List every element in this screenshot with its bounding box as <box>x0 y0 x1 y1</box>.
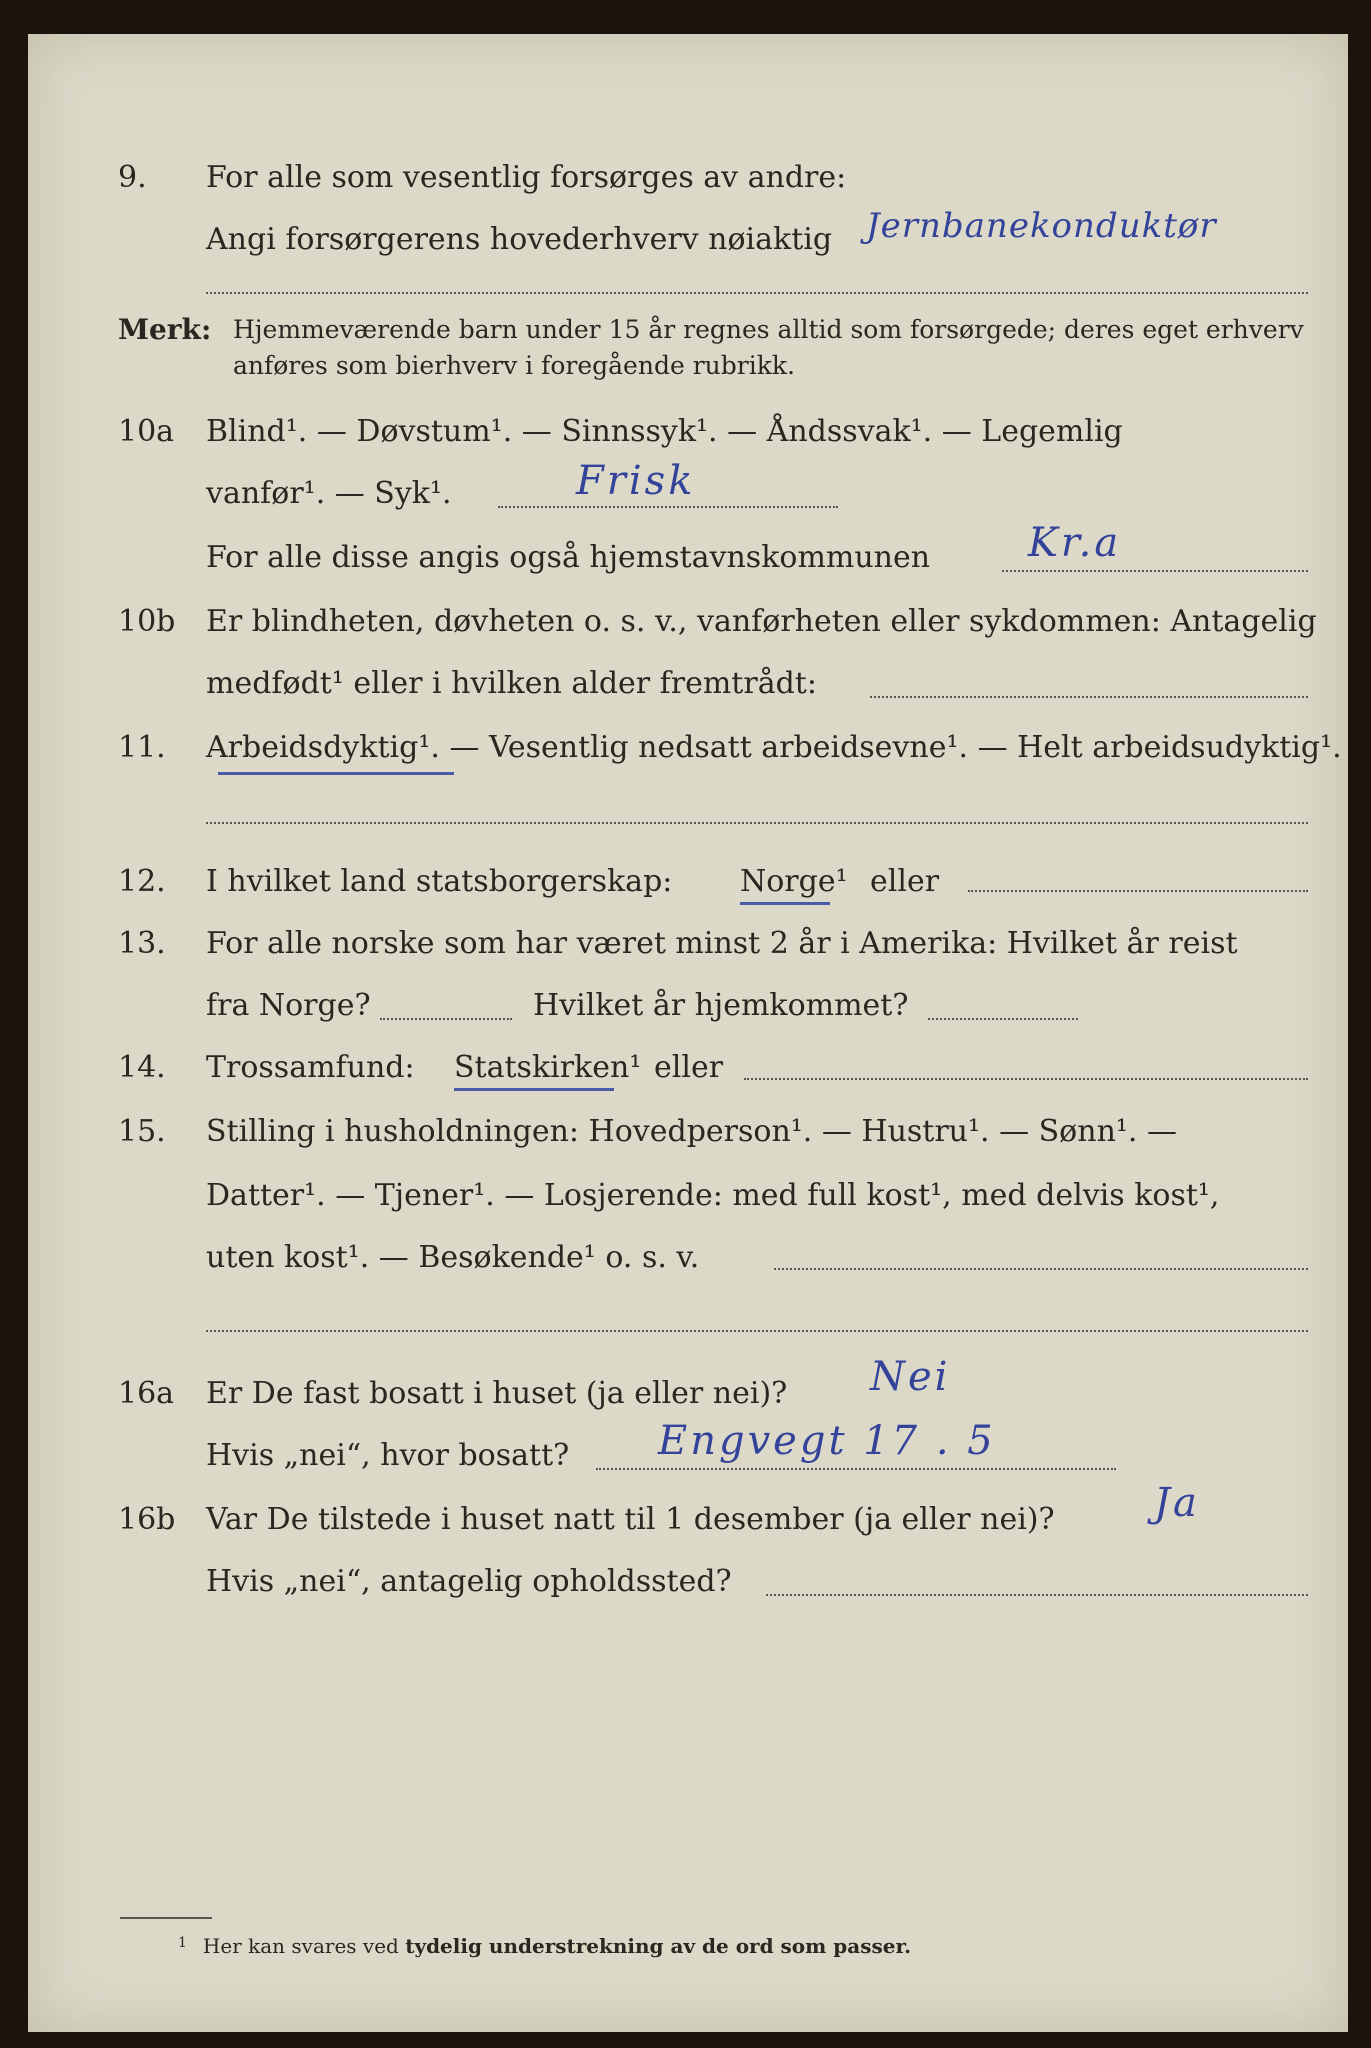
q13-line-1: For alle norske som har været minst 2 år i Amerika: Hvilket år reist <box>206 926 1238 961</box>
q15-line-3: uten kost¹. — Besøkende¹ o. s. v. <box>206 1240 700 1275</box>
q13-hjemkommet-blank <box>928 1018 1078 1020</box>
q10b-row-2 <box>28 660 1348 708</box>
footnote <box>178 1934 911 1958</box>
q10b-line-1: Er blindheten, døvheten o. s. v., vanførheten eller sykdommen: Antagelig <box>206 604 1317 639</box>
q9-answer-handwritten: Jernbanekonduktør <box>866 206 1217 246</box>
q15-number: 15. <box>118 1114 166 1149</box>
q14-text-b: Statskirken¹ <box>454 1050 642 1085</box>
merk-label: Merk: <box>118 313 212 346</box>
q16b-answer-1-handwritten: Ja <box>1154 1480 1200 1526</box>
merk-line-2: anføres som bierhverv i foregående rubrikk. <box>233 351 795 380</box>
q15-blank <box>774 1268 1308 1270</box>
q11-row-1 <box>28 724 1348 772</box>
q10b-line-2: medfødt¹ eller i hvilken alder fremtrådt: <box>206 666 817 701</box>
q16a-line-1: Er De fast bosatt i huset (ja eller nei)? <box>206 1376 788 1411</box>
q16a-number: 16a <box>118 1376 175 1411</box>
q16b-line-1: Var De tilstede i huset natt til 1 desember (ja eller nei)? <box>206 1502 1055 1537</box>
q15-line-1: Stilling i husholdningen: Hovedperson¹. — Hustru¹. — Sønn¹. — <box>206 1114 1177 1149</box>
q10a-syk-answer-handwritten: Frisk <box>576 458 696 504</box>
q13-number: 13. <box>118 926 166 961</box>
q14-text-a: Trossamfund: <box>206 1050 415 1085</box>
q12-number: 12. <box>118 864 166 899</box>
q11-number: 11. <box>118 730 166 765</box>
q10a-kommune-blank <box>1002 570 1308 572</box>
q14-number: 14. <box>118 1050 166 1085</box>
q14-blank <box>744 1078 1308 1080</box>
q9-number: 9. <box>118 160 147 195</box>
footnote-rule <box>120 1917 212 1919</box>
q12-text-c: eller <box>870 864 940 899</box>
q15-row-2 <box>28 1172 1348 1220</box>
q10b-row-1 <box>28 598 1348 646</box>
q16a-answer-1-handwritten: Nei <box>870 1354 951 1400</box>
q11-line-1: Arbeidsdyktig¹. — Vesentlig nedsatt arbeidsevne¹. — Helt arbeidsudyktig¹. <box>206 730 1342 765</box>
q16a-bosatt-blank <box>596 1468 1116 1470</box>
merk-row-2 <box>28 342 1348 390</box>
q9-line-1: For alle som vesentlig forsørges av andre: <box>206 160 847 195</box>
q10b-blank <box>870 696 1308 698</box>
q10a-row-3 <box>28 534 1348 582</box>
q12-handwritten-underline <box>740 902 830 905</box>
q15-row-3 <box>28 1234 1348 1282</box>
q9-line-2: Angi forsørgerens hovederhverv nøiaktig <box>206 222 833 257</box>
q16a-row-1 <box>28 1370 1348 1418</box>
q11-blank-line <box>206 822 1308 824</box>
q10a-row-1 <box>28 408 1348 456</box>
q16a-answer-2-handwritten: Engvegt 17 . 5 <box>658 1418 996 1464</box>
q12-blank <box>968 890 1308 892</box>
q13-reist-blank <box>380 1018 512 1020</box>
q10a-line-2: vanfør¹. — Syk¹. <box>206 476 452 511</box>
q12-text-a: I hvilket land statsborgerskap: <box>206 864 673 899</box>
q13-row-1 <box>28 920 1348 968</box>
q11-handwritten-underline <box>218 772 454 775</box>
q15-row-1 <box>28 1108 1348 1156</box>
q10a-line-3: For alle disse angis også hjemstavnskommunen <box>206 540 931 575</box>
q14-handwritten-underline <box>454 1088 614 1091</box>
q9-row-1 <box>28 154 1348 202</box>
q16b-row-2 <box>28 1558 1348 1606</box>
q10b-number: 10b <box>118 604 176 639</box>
q12-text-b: Norge¹ <box>740 864 848 899</box>
q16b-number: 16b <box>118 1502 176 1537</box>
q14-text-c: eller <box>654 1050 724 1085</box>
q10a-number: 10a <box>118 414 175 449</box>
footnote-text-b: tydelig understrekning av de ord som passer. <box>405 1934 912 1958</box>
merk-line-1: Hjemmeværende barn under 15 år regnes alltid som forsørgede; deres eget erhverv <box>233 315 1304 344</box>
footnote-text-a: Her kan svares ved <box>202 1934 399 1958</box>
q9-blank-line <box>206 292 1308 294</box>
q16b-row-1 <box>28 1496 1348 1544</box>
census-form-page <box>28 34 1348 2032</box>
q13-text-b: Hvilket år hjemkommet? <box>533 988 909 1023</box>
q16a-line-2: Hvis „nei“, hvor bosatt? <box>206 1438 570 1473</box>
q16b-line-2: Hvis „nei“, antagelig opholdssted? <box>206 1564 732 1599</box>
footnote-mark: 1 <box>178 1935 187 1951</box>
q16b-opholdssted-blank <box>766 1594 1308 1596</box>
q15-blank-line <box>206 1330 1308 1332</box>
q14-row <box>28 1044 1348 1092</box>
q13-row-2 <box>28 982 1348 1030</box>
q15-line-2: Datter¹. — Tjener¹. — Losjerende: med full kost¹, med delvis kost¹, <box>206 1178 1220 1213</box>
q10a-line-1: Blind¹. — Døvstum¹. — Sinnssyk¹. — Åndssvak¹. — Legemlig <box>206 414 1123 449</box>
q12-row <box>28 858 1348 906</box>
q10a-syk-blank <box>498 506 838 508</box>
q10a-kommune-answer-handwritten: Kr.a <box>1028 520 1122 566</box>
q13-text-a: fra Norge? <box>206 988 371 1023</box>
